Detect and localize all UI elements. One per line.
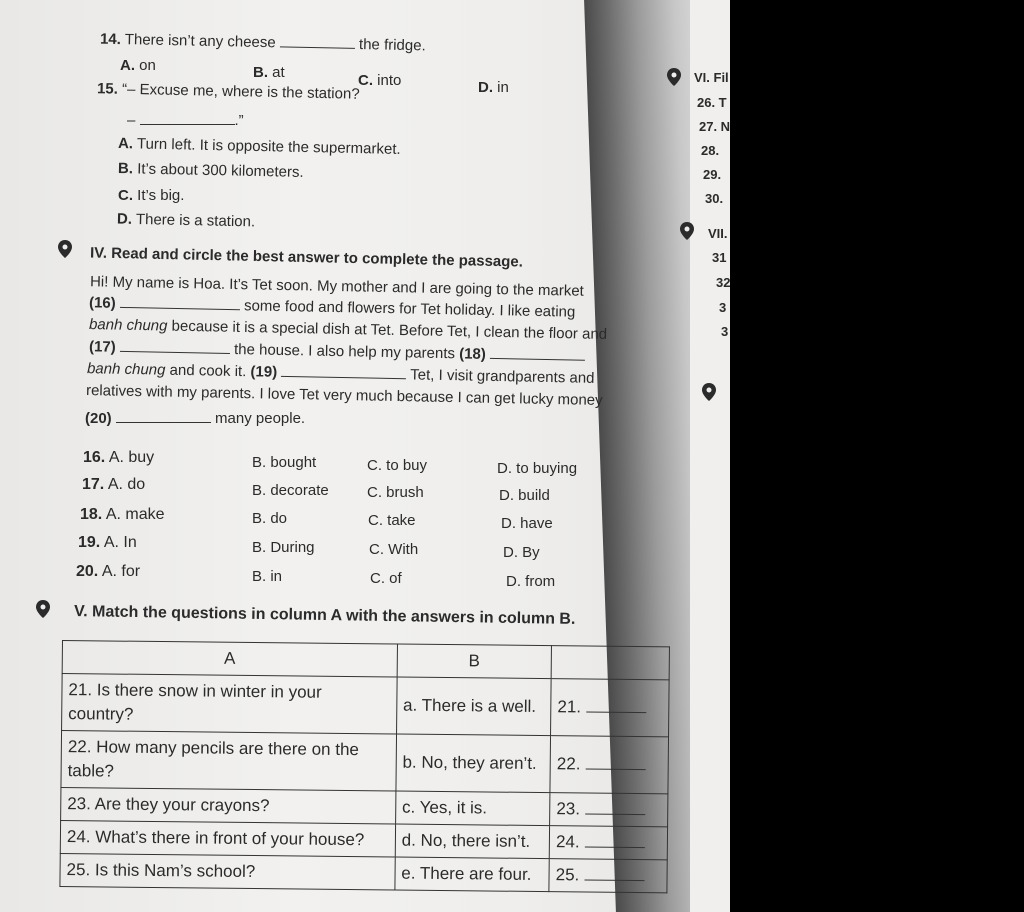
answer-19-d: D. By: [503, 544, 540, 561]
question-cell: 22. How many pencils are there on the table?: [61, 731, 396, 792]
q14-option-c: C. into: [358, 72, 402, 89]
answer-blank-cell: 25.: [549, 859, 667, 893]
answer-17-d: D. build: [499, 487, 550, 504]
question-cell: 21. Is there snow in winter in your country?: [62, 674, 397, 735]
answer-cell: c. Yes, it is.: [395, 791, 550, 826]
next-page-item: 31: [712, 250, 727, 265]
answer-18-d: D. have: [501, 515, 553, 532]
location-pin-icon: [58, 240, 72, 258]
next-page-section: VII.: [708, 226, 728, 241]
question-cell: 23. Are they your crayons?: [61, 787, 396, 824]
passage-line-2: (16) some food and flowers for Tet holiday. I like eating: [88, 294, 576, 321]
answer-19-a: 19. A. In: [78, 534, 137, 551]
answer-16-d: D. to buying: [497, 460, 578, 477]
answer-17-a: 17. A. do: [82, 476, 146, 493]
answer-blank-cell: 21.: [551, 679, 669, 737]
q15-reply-blank: – .”: [127, 112, 244, 129]
answer-20-a: 20. A. for: [76, 563, 141, 580]
answer-20-c: C. of: [370, 570, 402, 587]
answer-cell: a. There is a well.: [396, 677, 551, 736]
next-page-item: 32: [716, 275, 730, 290]
answer-cell: b. No, they aren’t.: [396, 734, 551, 793]
column-a-header: A: [62, 641, 397, 678]
answer-cell: e. There are four.: [395, 857, 550, 892]
answer-18-b: B. do: [252, 510, 288, 527]
next-page-item: 27. N: [699, 119, 730, 134]
next-page-item: 30.: [705, 191, 724, 206]
answer-16-c: C. to buy: [367, 457, 428, 474]
q15-option-c: C. It’s big.: [118, 187, 185, 204]
q15-option-b: B. It’s about 300 kilometers.: [117, 160, 304, 181]
next-page-item: 26. T: [697, 95, 727, 110]
question-15: 15. “– Excuse me, where is the station?: [96, 80, 360, 103]
answer-16-b: B. bought: [252, 454, 317, 471]
passage-line-3: banh chung because it is a special dish at Tet. Before Tet, I clean the floor and: [88, 316, 608, 343]
answer-17-b: B. decorate: [252, 482, 329, 499]
answer-blank-cell: 22.: [550, 736, 668, 794]
next-page-item: 28.: [701, 143, 720, 158]
answer-blank-cell: 23.: [550, 793, 668, 827]
table-row: [60, 853, 667, 892]
passage-line-5: banh chung and cook it. (19) Tet, I visit grandparents and: [86, 360, 595, 387]
question-14: 14. There isn’t any cheese the fridge.: [99, 30, 426, 55]
table-row: [61, 731, 669, 794]
location-pin-icon: [702, 383, 716, 401]
question-cell: 24. What’s there in front of your house?: [60, 820, 395, 857]
answer-18-a: 18. A. make: [80, 506, 165, 523]
location-pin-icon: [667, 68, 681, 86]
location-pin-icon: [36, 600, 50, 618]
answer-17-c: C. brush: [367, 484, 424, 501]
passage-line-7: (20) many people.: [85, 410, 306, 427]
question-cell: 25. Is this Nam’s school?: [60, 853, 395, 890]
answer-20-d: D. from: [506, 573, 556, 590]
q15-option-a: A. Turn left. It is opposite the supermarket.: [117, 135, 401, 158]
q15-option-d: D. There is a station.: [116, 210, 256, 231]
q14-option-b: B. at: [253, 64, 285, 81]
answer-18-c: C. take: [368, 512, 416, 529]
answer-16-a: 16. A. buy: [83, 449, 155, 466]
passage-line-4: (17) the house. I also help my parents (18): [89, 338, 585, 366]
next-page-title: VI. Fil: [694, 70, 729, 85]
matching-table: [59, 640, 670, 893]
section-iv-title: IV. Read and circle the best answer to complete the passage.: [89, 244, 524, 271]
table-row: [62, 674, 670, 737]
answer-19-b: B. During: [252, 539, 315, 556]
next-page-edge: [690, 0, 730, 912]
location-pin-icon: [680, 222, 694, 240]
answer-blank-cell: 24.: [549, 826, 667, 860]
q14-option-a: A. on: [120, 57, 156, 74]
passage-line-1: Hi! My name is Hoa. It’s Tet soon. My mother and I are going to the market: [89, 273, 584, 300]
next-page-item: 3: [719, 300, 727, 315]
next-page-item: 29.: [703, 167, 722, 182]
column-b-header: B: [397, 644, 552, 679]
answer-20-b: B. in: [252, 568, 283, 585]
section-v-title: V. Match the questions in column A with the answers in column B.: [73, 603, 576, 628]
answer-cell: d. No, there isn’t.: [395, 824, 550, 859]
passage-line-6: relatives with my parents. I love Tet very much because I can get lucky money: [85, 382, 603, 409]
answer-column-header: [551, 646, 669, 680]
q14-option-d: D. in: [478, 79, 509, 96]
answer-19-c: C. With: [369, 541, 419, 558]
next-page-item: 3: [721, 324, 729, 339]
